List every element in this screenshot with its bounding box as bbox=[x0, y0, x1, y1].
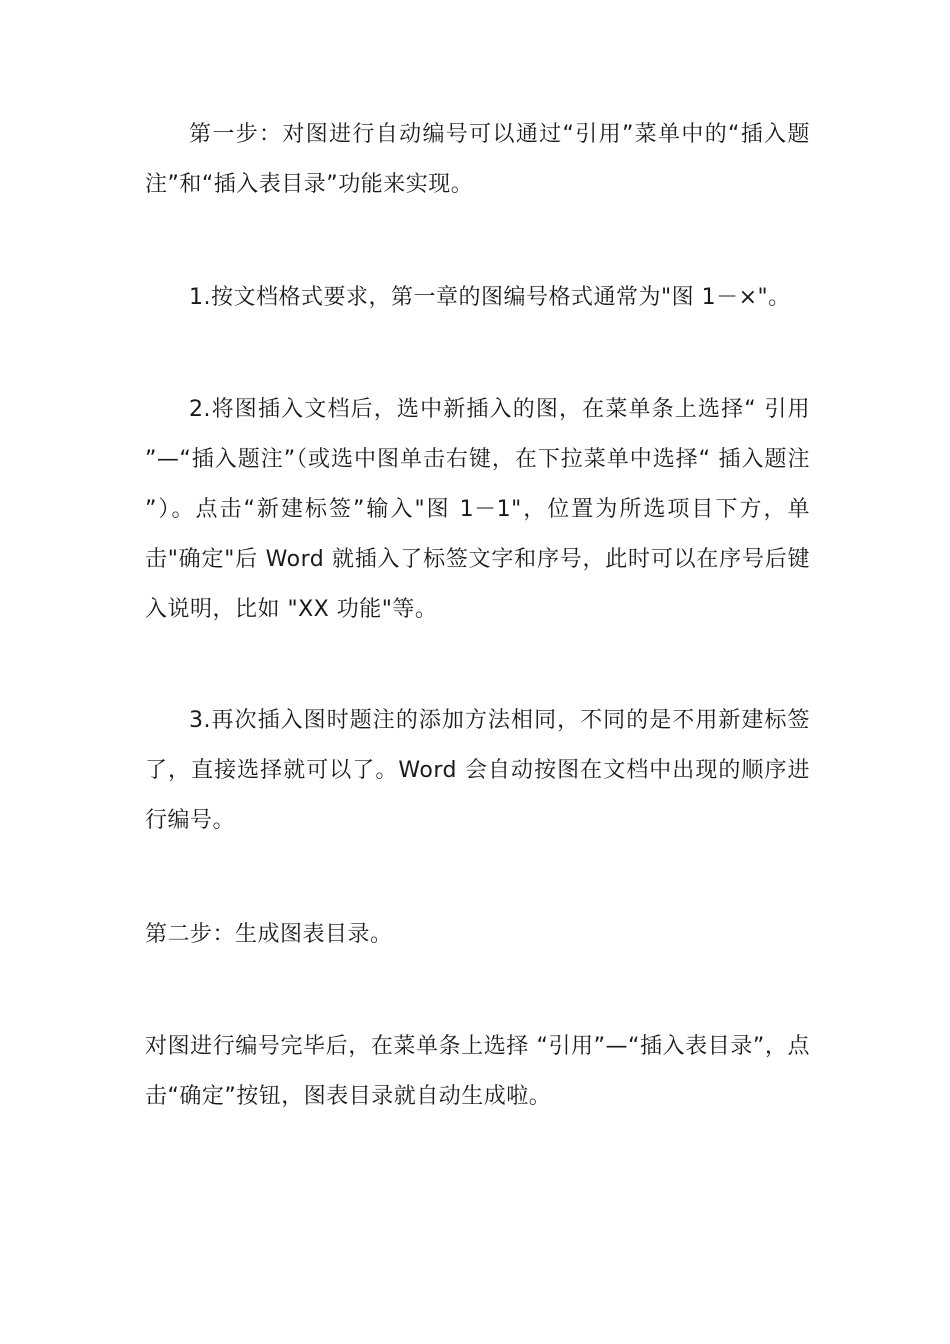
paragraph-step-two-detail: 对图进行编号完毕后，在菜单条上选择 “引用”—“插入表目录”，点击“确定”按钮，图表目录就自动生成啦。 bbox=[145, 1034, 810, 1109]
paragraph-step-two: 第二步：生成图表目录。 bbox=[145, 922, 393, 947]
paragraph-item-1: 1.按文档格式要求，第一章的图编号格式通常为"图 1－×"。 bbox=[189, 285, 791, 310]
paragraph-item-3: 3.再次插入图时题注的添加方法相同，不同的是不用新建标签了，直接选择就可以了。Word 会自动按图在文档中出现的顺序进行编号。 bbox=[145, 708, 810, 833]
paragraph-step-one: 第一步：对图进行自动编号可以通过“引用”菜单中的“插入题注”和“插入表目录”功能来实现。 bbox=[145, 122, 810, 197]
paragraph-item-2: 2.将图插入文档后，选中新插入的图，在菜单条上选择“ 引用 ”—“插入题注”（或选中图单击右键，在下拉菜单中选择“ 插入题注 ”）。点击“新建标签”输入"图 1－1"，位置为所选项目下方，单击"确定"后 Word 就插入了标签文字和序号，此时可以在序号后键入说明，比如 "XX 功能"等。 bbox=[145, 397, 810, 622]
